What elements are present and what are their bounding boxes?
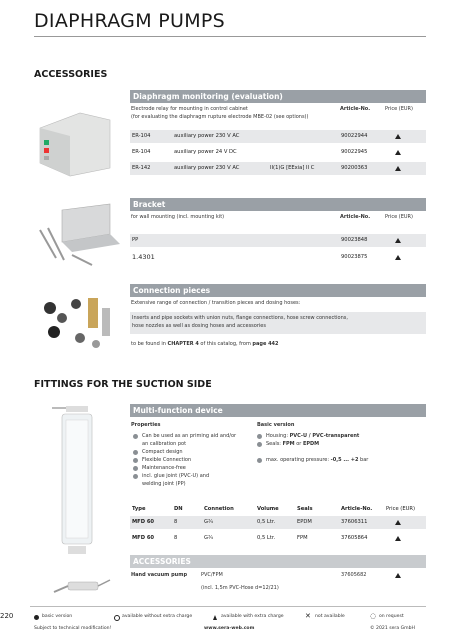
extra-charge-icon <box>213 615 217 620</box>
basic-label: bar <box>358 457 369 463</box>
bullet-icon <box>257 434 262 439</box>
bracket-image <box>32 200 127 270</box>
row-article: 90022944 <box>341 133 368 139</box>
row-volume: 0,5 Ltr. <box>257 535 276 541</box>
footer-website-link[interactable]: www.sera-web.com <box>204 626 255 631</box>
col-header: Connetion <box>204 506 234 512</box>
legend-label: basic version <box>42 614 73 619</box>
basic-item-seals <box>266 441 319 448</box>
property-item: Maintenance-free <box>142 465 186 471</box>
col-header: Price (EUR) <box>386 506 416 512</box>
bracket-col-article: Article-No. <box>340 214 371 220</box>
multi-header: Multi-function device <box>130 404 426 417</box>
monitoring-desc-2: (for evaluating the diaphragm rupture electrode MBE-02 (see options)) <box>131 114 309 120</box>
basic-item-pressure <box>266 457 368 464</box>
price-on-request-icon <box>395 166 401 171</box>
row-model: ER-104 <box>132 133 151 139</box>
row-extra: II(1)G [EExia] II C <box>270 165 315 171</box>
connection-reference <box>131 341 279 348</box>
row-article: 90023875 <box>341 254 368 260</box>
basic-value: -0,5 ... +2 <box>330 457 359 463</box>
col-header: DN <box>174 506 183 512</box>
price-on-request-icon <box>395 573 401 578</box>
monitoring-col-price: Price (EUR) <box>385 106 413 112</box>
footer-copyright: © 2021 sera GmbH <box>370 626 415 631</box>
basic-label: Seals: <box>266 441 283 447</box>
table-row <box>130 130 426 143</box>
basic-item-housing <box>266 433 359 440</box>
footer-disclaimer: Subject to technical modification! <box>34 626 112 631</box>
footer-page-number <box>0 612 14 624</box>
monitoring-desc-1: Electrode relay for mounting in control cabinet <box>131 106 248 112</box>
legend-label: available without extra charge <box>122 614 193 619</box>
price-on-request-icon <box>395 520 401 525</box>
property-item: incl. glue joint (PVC-U) and <box>142 473 210 479</box>
price-on-request-icon <box>395 238 401 243</box>
ref-chapter-link[interactable]: CHAPTER 4 <box>167 341 199 347</box>
hand-vacuum-pump-image <box>52 572 112 602</box>
no-extra-charge-icon <box>114 615 120 621</box>
bullet-icon <box>133 450 138 455</box>
bullet-icon <box>257 458 262 463</box>
price-on-request-icon <box>395 150 401 155</box>
connection-info-box <box>130 312 426 334</box>
accessories-header: ACCESSORIES <box>130 555 426 568</box>
monitoring-header: Diaphragm monitoring (evaluation) <box>130 90 426 103</box>
row-dn: 8 <box>174 519 178 525</box>
ref-text: of this catalog, from <box>198 341 253 347</box>
on-request-icon: ◌ <box>370 612 377 620</box>
connection-box-line-1: Inserts and pipe sockets with union nuts, flange connections, hose screw connections, <box>132 315 348 321</box>
row-article: 90023848 <box>341 237 368 243</box>
footer-legend <box>30 614 426 622</box>
footer-rule <box>30 606 426 607</box>
multifunction-device-image <box>52 400 102 560</box>
row-type: MFD 60 <box>132 519 155 525</box>
hand-vacuum-pump-material: PVC/FPM <box>201 572 223 578</box>
row-dn: 8 <box>174 535 178 541</box>
section-fittings: FITTINGS FOR THE SUCTION SIDE <box>34 379 212 390</box>
row-conn: G¾ <box>204 535 214 541</box>
row-article: 37606311 <box>341 519 368 525</box>
connection-desc: Extensive range of connection / transition pieces and dosing hoses: <box>131 300 301 306</box>
property-item: an calibration pot <box>142 441 187 447</box>
table-row <box>130 532 426 545</box>
ref-page-link[interactable]: page 442 <box>252 341 279 347</box>
bullet-icon <box>133 434 138 439</box>
row-model: PP <box>132 237 139 243</box>
not-available-icon: ✕ <box>305 612 311 620</box>
col-header: Type <box>132 506 146 512</box>
legend-label: not available <box>315 614 345 619</box>
row-conn: G¾ <box>204 519 214 525</box>
row-article: 37605864 <box>341 535 368 541</box>
properties-title: Properties <box>131 422 161 428</box>
bullet-icon <box>133 466 138 471</box>
row-type: MFD 60 <box>132 535 155 541</box>
bracket-desc: for wall mounting (incl. mounting kit) <box>131 214 225 220</box>
row-volume: 0,5 Ltr. <box>257 519 276 525</box>
monitoring-col-article: Article-No. <box>340 106 371 112</box>
hand-vacuum-pump-article: 37605682 <box>341 572 367 578</box>
col-header: Seals <box>297 506 313 512</box>
basic-value: FPM <box>282 441 295 447</box>
price-on-request-icon <box>395 536 401 541</box>
table-row <box>130 146 426 159</box>
bullet-icon <box>257 442 262 447</box>
basic-label: Housing: <box>266 433 290 439</box>
row-desc: auxiliary power 230 V AC <box>174 133 240 139</box>
title-rule <box>34 36 426 37</box>
ref-text: to be found in <box>131 341 168 347</box>
row-desc: auxiliary power 24 V DC <box>174 149 237 155</box>
table-row <box>130 516 426 529</box>
row-model: 1.4301 <box>132 253 155 261</box>
col-header: Article-No. <box>341 506 373 512</box>
basic-value: PVC-U / PVC-transparent <box>289 433 360 439</box>
hand-vacuum-pump-label: Hand vacuum pump <box>131 572 188 578</box>
legend-label: on request <box>379 614 404 619</box>
basic-label: max. operating pressure: <box>266 457 331 463</box>
hand-vacuum-pump-note: (incl. 1,5m PVC-Hose d=12/21) <box>201 585 279 591</box>
bracket-col-price: Price (EUR) <box>385 214 413 220</box>
price-on-request-icon <box>395 134 401 139</box>
connection-box-line-2: hose nozzles as well as dosing hoses and accessories <box>132 323 266 329</box>
section-accessories: ACCESSORIES <box>34 69 108 80</box>
page-number: 220 <box>0 612 14 620</box>
page-title: DIAPHRAGM PUMPS <box>34 10 226 32</box>
property-item: Compact design <box>142 449 183 455</box>
row-seals: FPM <box>297 535 308 541</box>
basic-version-title: Basic version <box>257 422 295 428</box>
connection-header: Connection pieces <box>130 284 426 297</box>
row-seals: EPDM <box>297 519 312 525</box>
connection-pieces-image <box>32 288 127 358</box>
property-item: welding joint (PP) <box>142 481 186 487</box>
basic-version-icon <box>34 615 39 620</box>
property-item: Flexible Connection <box>142 457 192 463</box>
property-item: Can be used as an priming aid and/or <box>142 433 237 439</box>
table-row <box>130 234 426 247</box>
row-model: ER-104 <box>132 149 151 155</box>
row-desc: auxiliary power 230 V AC <box>174 165 240 171</box>
electrode-relay-image <box>30 98 120 178</box>
mfd-table-header <box>130 504 426 514</box>
legend-label: available with extra charge <box>221 614 284 619</box>
row-article: 90022945 <box>341 149 368 155</box>
row-model: ER-142 <box>132 165 151 171</box>
price-on-request-icon <box>395 255 401 260</box>
basic-label: or <box>294 441 303 447</box>
row-article: 90200363 <box>341 165 368 171</box>
bullet-icon <box>133 474 138 479</box>
bullet-icon <box>133 458 138 463</box>
bracket-header: Bracket <box>130 198 426 211</box>
table-row <box>130 251 426 264</box>
basic-value: EPDM <box>302 441 320 447</box>
table-row <box>130 162 426 175</box>
col-header: Volume <box>257 506 279 512</box>
